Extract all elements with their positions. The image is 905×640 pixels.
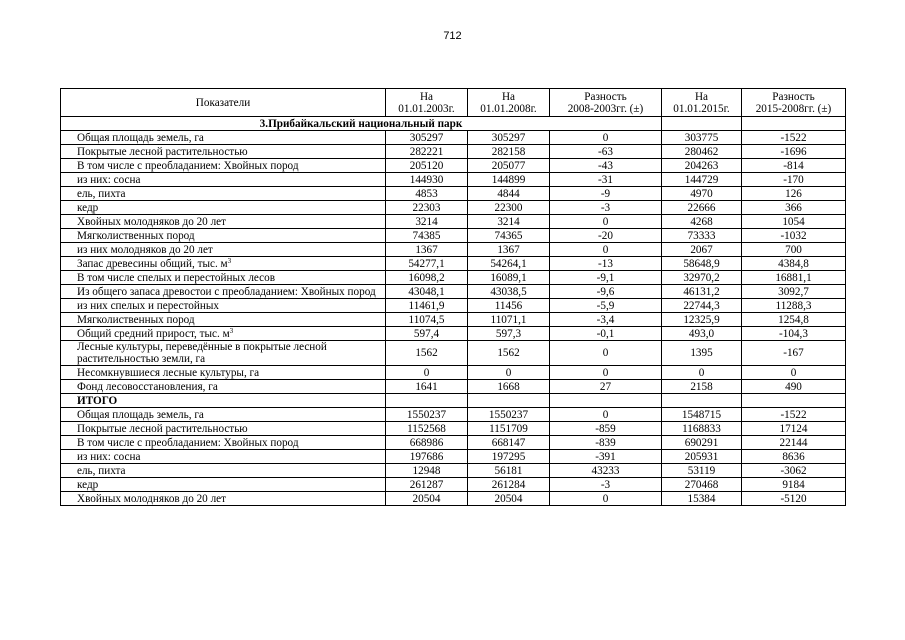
value-cell: -5,9 [550,299,662,313]
value-cell: 0 [550,492,662,506]
value-cell: 0 [550,131,662,145]
value-cell: 4844 [468,187,550,201]
value-cell: -43 [550,159,662,173]
value-cell: 15384 [662,492,742,506]
value-cell: 205120 [386,159,468,173]
row-label: ель, пихта [61,464,386,478]
value-cell: -1696 [742,145,846,159]
value-cell: 1254,8 [742,313,846,327]
table-row [61,492,846,506]
empty-cell [550,394,662,408]
row-label: Мягколиственных пород [61,313,386,327]
value-cell: 12325,9 [662,313,742,327]
value-cell: -0,1 [550,327,662,341]
value-cell: -63 [550,145,662,159]
value-cell: -31 [550,173,662,187]
table-row [61,299,846,313]
header-2015: На 01.01.2015г. [662,89,742,117]
value-cell: 668147 [468,436,550,450]
table-row [61,201,846,215]
value-cell: 53119 [662,464,742,478]
value-cell: 8636 [742,450,846,464]
value-cell: -859 [550,422,662,436]
header-diff-2008-2003: Разность 2008-2003гг. (±) [550,89,662,117]
row-label: Покрытые лесной растительностью [61,422,386,436]
value-cell: -5120 [742,492,846,506]
table-row [61,271,846,285]
value-cell: 282158 [468,145,550,159]
value-cell: 74385 [386,229,468,243]
value-cell: 261284 [468,478,550,492]
value-cell: 280462 [662,145,742,159]
value-cell: -391 [550,450,662,464]
empty-cell [662,117,742,131]
empty-cell [468,394,550,408]
value-cell: 490 [742,380,846,394]
row-label: Мягколиственных пород [61,229,386,243]
value-cell: 144729 [662,173,742,187]
value-cell: 366 [742,201,846,215]
value-cell: 54277,1 [386,257,468,271]
row-label: из них: сосна [61,173,386,187]
row-label: ель, пихта [61,187,386,201]
value-cell: 3214 [468,215,550,229]
value-cell: 16098,2 [386,271,468,285]
value-cell: 1641 [386,380,468,394]
table-row [61,229,846,243]
value-cell: 11074,5 [386,313,468,327]
value-cell: 12948 [386,464,468,478]
table-row [61,408,846,422]
value-cell: 11288,3 [742,299,846,313]
table-row [61,450,846,464]
row-label: кедр [61,201,386,215]
table-row [61,366,846,380]
value-cell: 16089,1 [468,271,550,285]
value-cell: 43233 [550,464,662,478]
value-cell: 597,3 [468,327,550,341]
row-label: Несомкнувшиеся лесные культуры, га [61,366,386,380]
table-row [61,327,846,341]
value-cell: 1054 [742,215,846,229]
value-cell: 43048,1 [386,285,468,299]
value-cell: 27 [550,380,662,394]
value-cell: 2158 [662,380,742,394]
value-cell: 9184 [742,478,846,492]
value-cell: 17124 [742,422,846,436]
value-cell: -3 [550,201,662,215]
value-cell: 4853 [386,187,468,201]
value-cell: 11461,9 [386,299,468,313]
value-cell: -170 [742,173,846,187]
value-cell: 1550237 [386,408,468,422]
value-cell: 1168833 [662,422,742,436]
table-row [61,159,846,173]
value-cell: 1562 [468,341,550,366]
value-cell: 261287 [386,478,468,492]
table-row [61,313,846,327]
empty-cell [662,394,742,408]
table-row [61,215,846,229]
row-label: В том числе с преобладанием: Хвойных пород [61,159,386,173]
row-label: из них спелых и перестойных [61,299,386,313]
header-row [61,89,846,117]
forest-indicators-table [60,88,846,506]
value-cell: 0 [742,366,846,380]
value-cell: -1522 [742,408,846,422]
value-cell: 126 [742,187,846,201]
row-label: из них: сосна [61,450,386,464]
value-cell: 16881,1 [742,271,846,285]
row-label: В том числе спелых и перестойных лесов [61,271,386,285]
value-cell: 56181 [468,464,550,478]
header-diff-2015-2008: Разность 2015-2008гг. (±) [742,89,846,117]
row-label: Фонд лесовосстановления, га [61,380,386,394]
value-cell: 282221 [386,145,468,159]
value-cell: 3092,7 [742,285,846,299]
table-row [61,173,846,187]
value-cell: 305297 [468,131,550,145]
row-label: из них молодняков до 20 лет [61,243,386,257]
table-row [61,436,846,450]
value-cell: 597,4 [386,327,468,341]
value-cell: 22303 [386,201,468,215]
value-cell: 1668 [468,380,550,394]
value-cell: 20504 [468,492,550,506]
value-cell: 0 [550,341,662,366]
row-label: В том числе с преобладанием: Хвойных пород [61,436,386,450]
table-row [61,243,846,257]
value-cell: -9 [550,187,662,201]
value-cell: 46131,2 [662,285,742,299]
value-cell: 1151709 [468,422,550,436]
header-2003: На 01.01.2003г. [386,89,468,117]
value-cell: 700 [742,243,846,257]
value-cell: 1367 [386,243,468,257]
value-cell: -839 [550,436,662,450]
value-cell: 4384,8 [742,257,846,271]
value-cell: 144930 [386,173,468,187]
value-cell: 0 [468,366,550,380]
empty-cell [742,117,846,131]
value-cell: -20 [550,229,662,243]
row-label: Хвойных молодняков до 20 лет [61,492,386,506]
value-cell: 11071,1 [468,313,550,327]
table-row [61,478,846,492]
value-cell: 32970,2 [662,271,742,285]
value-cell: 305297 [386,131,468,145]
value-cell: -3 [550,478,662,492]
row-label: Общая площадь земель, га [61,131,386,145]
header-indicator: Показатели [61,89,386,117]
value-cell: 205931 [662,450,742,464]
table-row [61,285,846,299]
value-cell: 270468 [662,478,742,492]
table-row [61,422,846,436]
value-cell: 20504 [386,492,468,506]
value-cell: 204263 [662,159,742,173]
table-row [61,187,846,201]
value-cell: 74365 [468,229,550,243]
section-title: ИТОГО [61,394,386,408]
value-cell: 4268 [662,215,742,229]
table-row [61,341,846,366]
value-cell: 22666 [662,201,742,215]
value-cell: 668986 [386,436,468,450]
value-cell: 3214 [386,215,468,229]
row-label: Общая площадь земель, га [61,408,386,422]
row-label: Покрытые лесной растительностью [61,145,386,159]
value-cell: -104,3 [742,327,846,341]
value-cell: 22144 [742,436,846,450]
empty-cell [742,394,846,408]
value-cell: -167 [742,341,846,366]
value-cell: -13 [550,257,662,271]
section-title: 3.Прибайкальский национальный парк [61,117,662,131]
value-cell: 1562 [386,341,468,366]
value-cell: 73333 [662,229,742,243]
value-cell: 4970 [662,187,742,201]
page-number: 712 [443,30,462,42]
value-cell: -9,1 [550,271,662,285]
row-label: Из общего запаса древостои с преобладанием: Хвойных пород [61,285,386,299]
value-cell: 2067 [662,243,742,257]
value-cell: -9,6 [550,285,662,299]
value-cell: 0 [550,366,662,380]
value-cell: 205077 [468,159,550,173]
value-cell: 1152568 [386,422,468,436]
row-label: кедр [61,478,386,492]
value-cell: 0 [550,408,662,422]
value-cell: 58648,9 [662,257,742,271]
value-cell: 690291 [662,436,742,450]
value-cell: -3,4 [550,313,662,327]
empty-cell [386,394,468,408]
value-cell: 1367 [468,243,550,257]
value-cell: 0 [550,215,662,229]
value-cell: 1550237 [468,408,550,422]
value-cell: 22300 [468,201,550,215]
header-2008: На 01.01.2008г. [468,89,550,117]
value-cell: 11456 [468,299,550,313]
value-cell: -1032 [742,229,846,243]
value-cell: 493,0 [662,327,742,341]
value-cell: -3062 [742,464,846,478]
value-cell: 54264,1 [468,257,550,271]
table-row [61,464,846,478]
value-cell: 0 [386,366,468,380]
table-row [61,145,846,159]
value-cell: 0 [662,366,742,380]
table-row [61,380,846,394]
value-cell: 0 [550,243,662,257]
section-header-row [61,117,846,131]
row-label: Общий средний прирост, тыс. $м^3$ [61,327,386,341]
value-cell: -814 [742,159,846,173]
value-cell: -1522 [742,131,846,145]
row-label: Лесные культуры, переведённые в покрытые лесной растительностью земли, га [61,341,386,366]
section-header-row [61,394,846,408]
row-label: Запас древесины общий, тыс. $м^3$ [61,257,386,271]
table-row [61,257,846,271]
value-cell: 43038,5 [468,285,550,299]
value-cell: 22744,3 [662,299,742,313]
table-row [61,131,846,145]
value-cell: 144899 [468,173,550,187]
row-label: Хвойных молодняков до 20 лет [61,215,386,229]
value-cell: 197295 [468,450,550,464]
value-cell: 197686 [386,450,468,464]
value-cell: 303775 [662,131,742,145]
value-cell: 1548715 [662,408,742,422]
value-cell: 1395 [662,341,742,366]
